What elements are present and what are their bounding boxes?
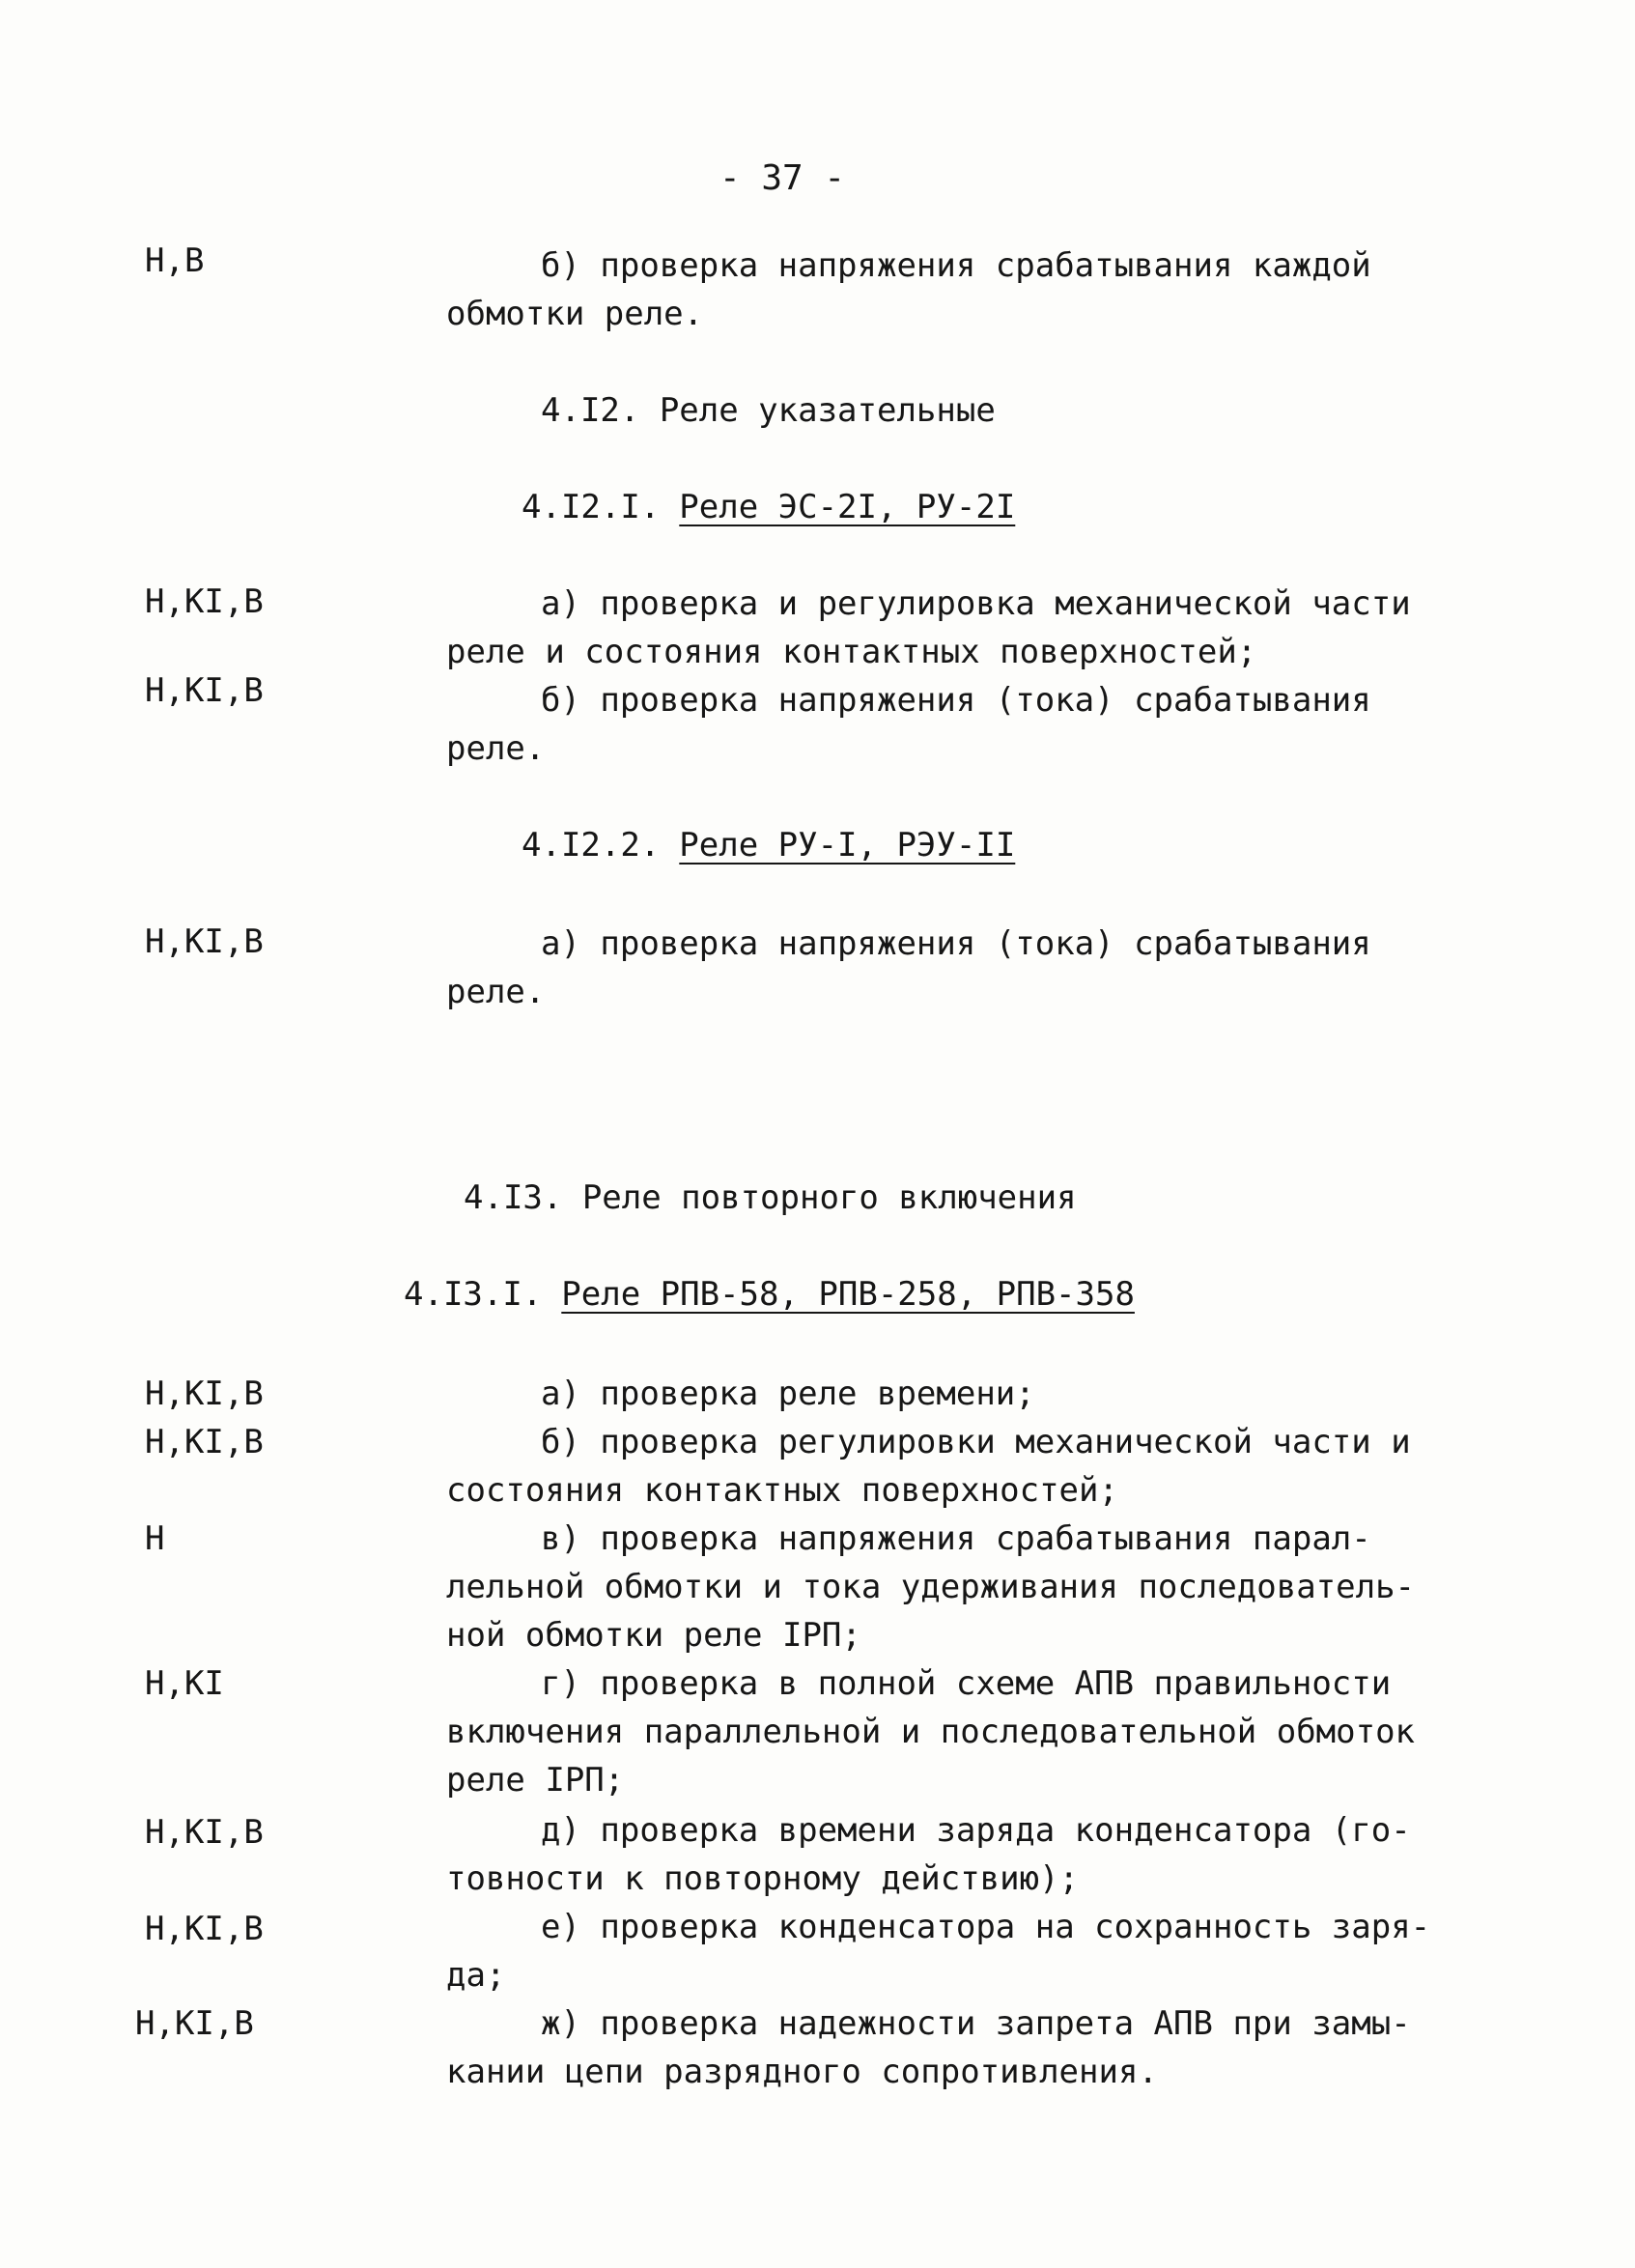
subsection-heading xyxy=(522,821,1015,869)
subsection-number: 4.I2.2. xyxy=(522,826,661,865)
check-code: Н,КI,В xyxy=(135,2004,254,2043)
item-line: а) проверка и регулировка механической части xyxy=(541,584,1411,623)
item-line: г) проверка в полной схеме АПВ правильности xyxy=(541,1664,1392,1703)
subsection-title: Реле РУ-I, РЭУ-II xyxy=(679,826,1016,865)
item-line: кании цепи разрядного сопротивления. xyxy=(446,2053,1158,2091)
item-line: в) проверка напряжения срабатывания парал- xyxy=(541,1519,1371,1558)
subsection-title: Реле ЭС-2I, РУ-2I xyxy=(679,488,1016,526)
check-code: Н,КI,В xyxy=(145,1910,264,1948)
item-line: состояния контактных поверхностей; xyxy=(446,1471,1118,1510)
item-line: а) проверка реле времени; xyxy=(541,1375,1035,1413)
item-line: ной обмотки реле IРП; xyxy=(446,1616,861,1655)
item-line: реле. xyxy=(446,729,546,768)
item-line: б) проверка напряжения (тока) срабатывания xyxy=(541,681,1371,720)
item-line: реле и состояния контактных поверхностей; xyxy=(446,633,1257,671)
check-code: Н,КI,В xyxy=(145,671,264,710)
item-line: д) проверка времени заряда конденсатора (го- xyxy=(541,1811,1411,1850)
item-line: да; xyxy=(446,1956,506,1995)
item-line: включения параллельной и последовательной обмоток xyxy=(446,1713,1416,1751)
check-code: Н xyxy=(145,1519,165,1558)
item-line: обмотки реле. xyxy=(446,295,704,333)
check-code: Н,В xyxy=(145,241,205,280)
item-line: а) проверка напряжения (тока) срабатывания xyxy=(541,924,1371,963)
check-code: Н,КI,В xyxy=(145,1423,264,1461)
item-line: е) проверка конденсатора на сохранность заря- xyxy=(541,1908,1431,1946)
item-line: реле. xyxy=(446,973,546,1011)
check-code: Н,КI,В xyxy=(145,1375,264,1413)
section-heading: 4.I2. Реле указательные xyxy=(541,391,996,430)
item-line: б) проверка регулировки механической части и xyxy=(541,1423,1411,1461)
item-line: ж) проверка надежности запрета АПВ при замы- xyxy=(541,2004,1411,2043)
section-heading: 4.I3. Реле повторного включения xyxy=(464,1178,1077,1217)
item-line: товности к повторному действию); xyxy=(446,1859,1080,1898)
subsection-heading xyxy=(404,1270,1135,1318)
item-line: б) проверка напряжения срабатывания каждой xyxy=(541,246,1371,285)
subsection-number: 4.I2.I. xyxy=(522,488,661,526)
item-line: лельной обмотки и тока удерживания последователь- xyxy=(446,1568,1416,1606)
subsection-number: 4.I3.I. xyxy=(404,1275,543,1314)
check-code: Н,КI,В xyxy=(145,582,264,621)
check-code: Н,КI,В xyxy=(145,922,264,961)
item-line: реле IРП; xyxy=(446,1761,625,1800)
check-code: Н,КI,В xyxy=(145,1813,264,1852)
check-code: Н,КI xyxy=(145,1664,224,1703)
subsection-title: Реле РПВ-58, РПВ-258, РПВ-358 xyxy=(561,1275,1135,1314)
page-number: - 37 - xyxy=(719,158,846,198)
subsection-heading xyxy=(522,483,1015,531)
